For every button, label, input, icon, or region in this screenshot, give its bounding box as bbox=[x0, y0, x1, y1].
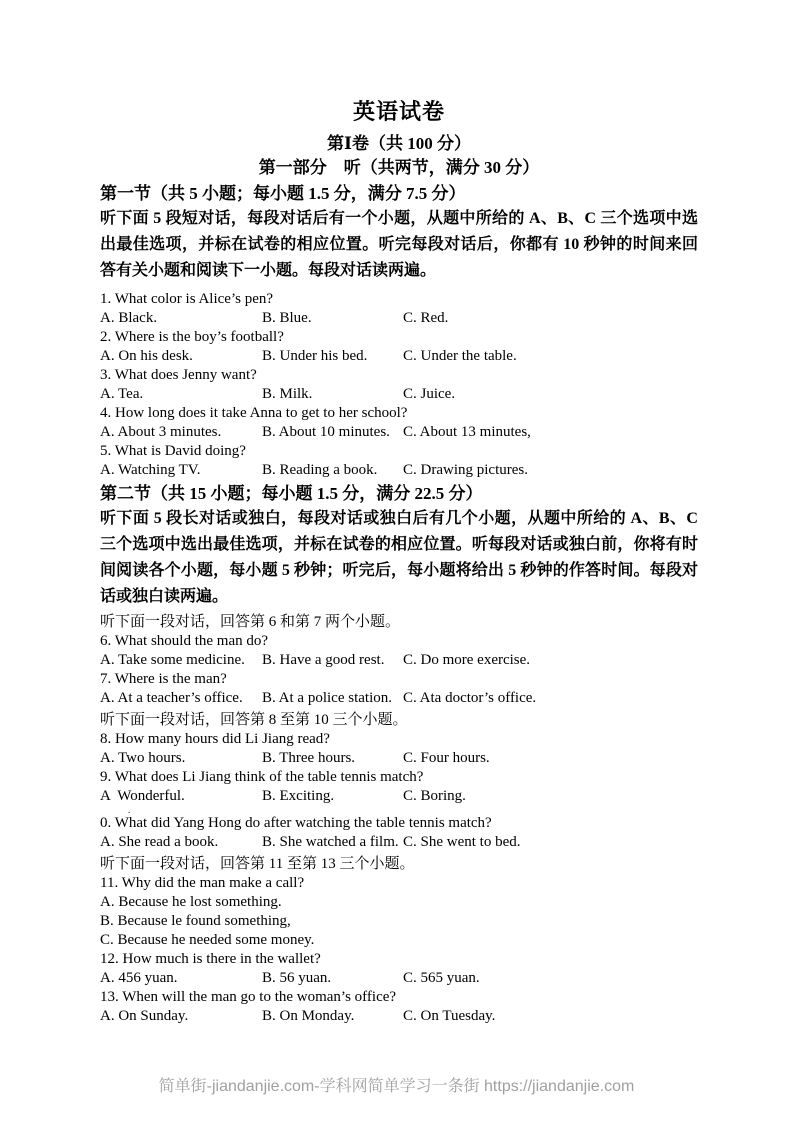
options-row bbox=[100, 423, 698, 442]
question bbox=[100, 988, 698, 1026]
question-text: 0. What did Yang Hong do after watching the table tennis match? bbox=[100, 815, 492, 831]
option-c: C. On Tuesday. bbox=[403, 1008, 496, 1024]
question-text: 13. When will the man go to the woman’s office? bbox=[100, 989, 397, 1005]
option-b: B. Milk. bbox=[262, 386, 313, 402]
option-a: A. Watching TV. bbox=[100, 462, 201, 478]
question bbox=[100, 632, 698, 670]
option-b: B. 56 yuan. bbox=[262, 970, 332, 986]
option-a: A. At a teacher’s office. bbox=[100, 690, 243, 706]
option-c: C. Boring. bbox=[403, 788, 466, 804]
question bbox=[100, 670, 698, 708]
options-row bbox=[100, 749, 698, 768]
option-b: B. Have a good rest. bbox=[262, 652, 385, 668]
question-text: 6. What should the man do? bbox=[100, 633, 269, 649]
volume-heading: 第Ⅰ卷（共 100 分） bbox=[327, 134, 471, 153]
option-a: A Wonderful. bbox=[100, 788, 185, 804]
part-heading: 第一部分 听（共两节，满分 30 分） bbox=[258, 158, 540, 177]
option-a: A. Tea. bbox=[100, 386, 144, 402]
option-c: C. Ata doctor’s office. bbox=[403, 690, 537, 706]
question-text: 4. How long does it take Anna to get to her school? bbox=[100, 405, 408, 421]
question-text: 8. How many hours did Li Jiang read? bbox=[100, 731, 330, 747]
dialog-intro: 听下面一段对话，回答第 8 至第 10 三个小题。 bbox=[100, 712, 408, 728]
option-c: C. Red. bbox=[403, 310, 449, 326]
page-title: 英语试卷 bbox=[352, 99, 445, 124]
option-c: C. Do more exercise. bbox=[403, 652, 531, 668]
question bbox=[100, 768, 698, 806]
option-c: C. Juice. bbox=[403, 386, 456, 402]
options-row bbox=[100, 461, 698, 480]
options-row bbox=[100, 347, 698, 366]
option-b: B. Under his bed. bbox=[262, 348, 368, 364]
option-a: A. Take some medicine. bbox=[100, 652, 245, 668]
option-b: B. At a police station. bbox=[262, 690, 392, 706]
option-b: B. On Monday. bbox=[262, 1008, 355, 1024]
option-c: C. About 13 minutes, bbox=[403, 424, 531, 440]
footer-watermark: 简单街-jiandanjie.com-学科网简单学习一条街 https://jiandanjie.com bbox=[158, 1078, 635, 1095]
question bbox=[100, 290, 698, 328]
option-a: A. Because he lost something. bbox=[100, 894, 282, 910]
options-row bbox=[100, 309, 698, 328]
stray-dot-mark: . bbox=[128, 805, 131, 815]
option-c: C. Because he needed some money. bbox=[100, 932, 315, 948]
question bbox=[100, 730, 698, 768]
question bbox=[100, 328, 698, 366]
section1-instructions: 听下面 5 段短对话，每段对话后有一个小题，从题中所给的 A、B、C 三个选项中选出最佳选项，并标在试卷的相应位置。听完每段对话后，你都有 10 秒钟的时间来回答有关小题和阅读下一小题。每段对话读两遍。 bbox=[100, 210, 698, 279]
question bbox=[100, 814, 698, 852]
question bbox=[100, 874, 698, 950]
options-row bbox=[100, 689, 698, 708]
question-text: 1. What color is Alice’s pen? bbox=[100, 291, 274, 307]
question-text: 9. What does Li Jiang think of the table tennis match? bbox=[100, 769, 424, 785]
question-text: 7. Where is the man? bbox=[100, 671, 227, 687]
dialog-intro: 听下面一段对话，回答第 11 至第 13 三个小题。 bbox=[100, 856, 415, 872]
option-a: A. 456 yuan. bbox=[100, 970, 178, 986]
question-text: 11. Why did the man make a call? bbox=[100, 875, 305, 891]
question bbox=[100, 950, 698, 988]
option-b: B. Reading a book. bbox=[262, 462, 378, 478]
option-a: A. On Sunday. bbox=[100, 1008, 189, 1024]
option-b: B. She watched a film. bbox=[262, 834, 399, 850]
section2-instructions: 听下面 5 段长对话或独白，每段对话或独白后有几个小题，从题中所给的 A、B、C 三个选项中选出最佳选项，并标在试卷的相应位置。听每段对话或独白前，你将有时间阅读各个小题，每小题 5 秒钟；听完后，每小题将给出 5 秒钟的作答时间。每段对话或独白读两遍。 bbox=[100, 510, 698, 605]
option-c: C. Drawing pictures. bbox=[403, 462, 528, 478]
question-text: 5. What is David doing? bbox=[100, 443, 246, 459]
section1-heading: 第一节（共 5 小题；每小题 1.5 分，满分 7.5 分） bbox=[100, 184, 466, 203]
dialog-intro: 听下面一段对话，回答第 6 和第 7 两个小题。 bbox=[100, 614, 401, 630]
options-row bbox=[100, 651, 698, 670]
option-c: C. She went to bed. bbox=[403, 834, 521, 850]
options-row bbox=[100, 969, 698, 988]
option-b: B. About 10 minutes. bbox=[262, 424, 390, 440]
options-row bbox=[100, 833, 698, 852]
section1-questions bbox=[100, 290, 698, 480]
options-row bbox=[100, 385, 698, 404]
options-row bbox=[100, 787, 698, 806]
question-text: 3. What does Jenny want? bbox=[100, 367, 257, 383]
option-a: A. Black. bbox=[100, 310, 158, 326]
question-text: 2. Where is the boy’s football? bbox=[100, 329, 284, 345]
question bbox=[100, 366, 698, 404]
option-c: C. Under the table. bbox=[403, 348, 517, 364]
option-a: A. About 3 minutes. bbox=[100, 424, 222, 440]
option-a: A. She read a book. bbox=[100, 834, 219, 850]
question-text: 12. How much is there in the wallet? bbox=[100, 951, 321, 967]
options-row bbox=[100, 1007, 698, 1026]
option-c: C. 565 yuan. bbox=[403, 970, 480, 986]
option-b: B. Three hours. bbox=[262, 750, 356, 766]
question bbox=[100, 442, 698, 480]
option-b: B. Because le found something, bbox=[100, 913, 291, 929]
question bbox=[100, 404, 698, 442]
option-b: B. Blue. bbox=[262, 310, 312, 326]
option-a: A. On his desk. bbox=[100, 348, 193, 364]
option-b: B. Exciting. bbox=[262, 788, 335, 804]
option-a: A. Two hours. bbox=[100, 750, 186, 766]
section2-heading: 第二节（共 15 小题；每小题 1.5 分，满分 22.5 分） bbox=[100, 484, 483, 503]
option-c: C. Four hours. bbox=[403, 750, 490, 766]
